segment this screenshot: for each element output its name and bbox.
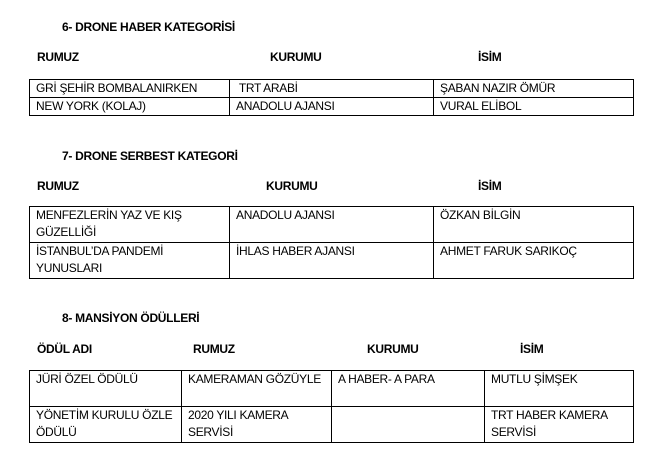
cell: VURAL ELİBOL xyxy=(434,98,634,116)
cell: A HABER- A PARA xyxy=(332,371,485,407)
cell: YÖNETİM KURULU ÖZLE ÖDÜLÜ xyxy=(30,407,182,443)
cell: ŞABAN NAZIR ÖMÜR xyxy=(434,80,634,98)
cell: ANADOLU AJANSI xyxy=(230,207,434,243)
cell: 2020 YILI KAMERA SERVİSİ xyxy=(182,407,332,443)
header-isim: İSİM xyxy=(478,179,502,193)
cell: NEW YORK (KOLAJ) xyxy=(30,98,230,116)
section-8-title: 8- MANSİYON ÖDÜLLERİ xyxy=(62,311,200,325)
header-kurumu: KURUMU xyxy=(266,179,318,193)
cell xyxy=(332,407,485,443)
header-kurumu: KURUMU xyxy=(270,50,322,64)
cell: GRİ ŞEHİR BOMBALANIRKEN xyxy=(30,80,230,98)
cell: TRT ARABİ xyxy=(230,80,434,98)
header-isim: İSİM xyxy=(478,50,502,64)
mansiyon-table xyxy=(29,370,634,443)
table-row xyxy=(30,371,634,407)
section-6-title: 6- DRONE HABER KATEGORİSİ xyxy=(62,20,235,34)
table-row xyxy=(30,98,634,116)
cell: JÜRİ ÖZEL ÖDÜLÜ xyxy=(30,371,182,407)
drone-serbest-table xyxy=(29,206,634,279)
header-rumuz: RUMUZ xyxy=(193,342,235,356)
cell: İHLAS HABER AJANSI xyxy=(230,243,434,279)
header-odul-adi: ÖDÜL ADI xyxy=(37,342,92,356)
cell: İSTANBUL’DA PANDEMİ YUNUSLARI xyxy=(30,243,230,279)
header-rumuz: RUMUZ xyxy=(37,179,79,193)
table-row xyxy=(30,407,634,443)
drone-haber-table xyxy=(29,79,634,116)
header-rumuz: RUMUZ xyxy=(37,50,79,64)
section-7-title: 7- DRONE SERBEST KATEGORİ xyxy=(62,149,238,163)
header-isim: İSİM xyxy=(520,342,544,356)
cell: TRT HABER KAMERA SERVİSİ xyxy=(485,407,634,443)
cell: MENFEZLERİN YAZ VE KIŞ GÜZELLİĞİ xyxy=(30,207,230,243)
header-kurumu: KURUMU xyxy=(367,342,419,356)
cell: MUTLU ŞİMŞEK xyxy=(485,371,634,407)
table-row xyxy=(30,207,634,243)
table-row xyxy=(30,243,634,279)
cell: KAMERAMAN GÖZÜYLE xyxy=(182,371,332,407)
cell: ÖZKAN BİLGİN xyxy=(434,207,634,243)
table-row xyxy=(30,80,634,98)
cell: ANADOLU AJANSI xyxy=(230,98,434,116)
cell: AHMET FARUK SARIKOÇ xyxy=(434,243,634,279)
